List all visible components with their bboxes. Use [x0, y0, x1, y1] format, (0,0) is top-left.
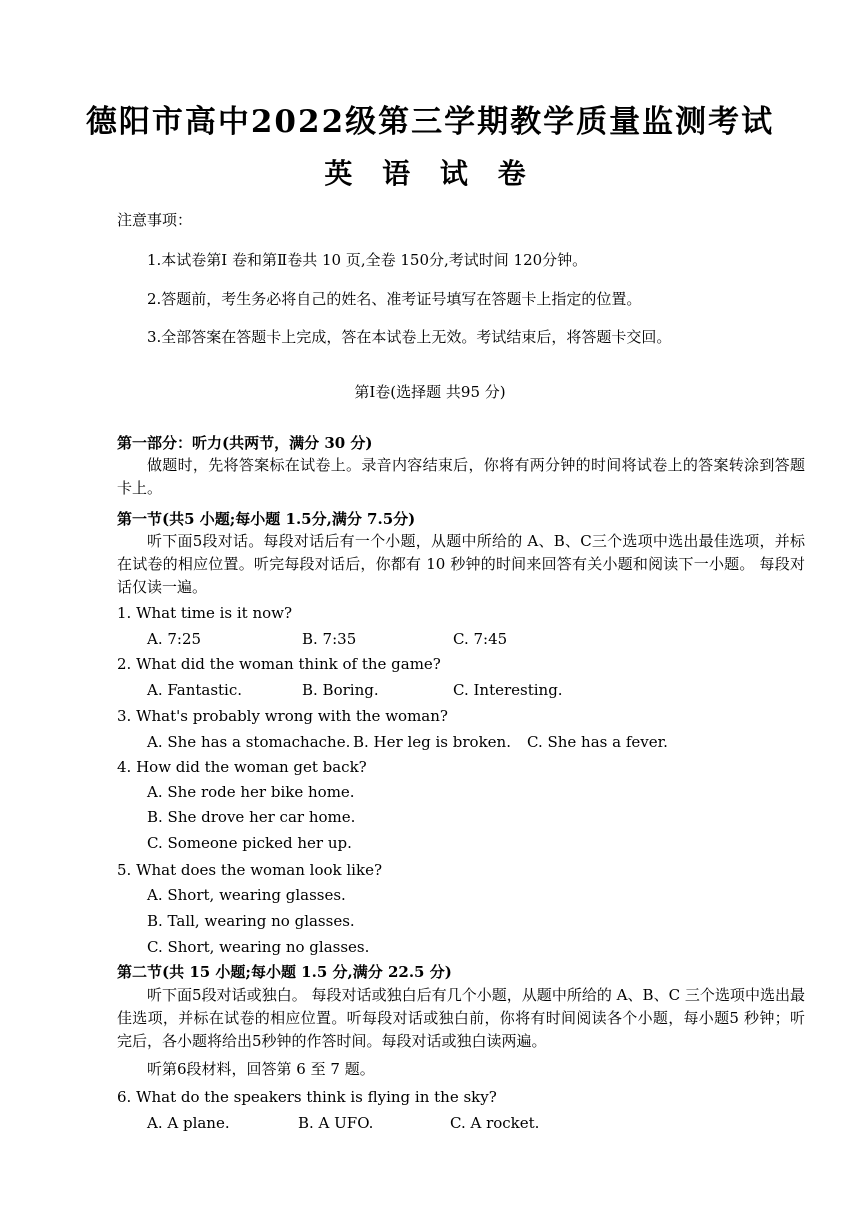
option-b: B. Her leg is broken. — [353, 733, 511, 751]
option-c: C. Short, wearing no glasses. — [147, 938, 370, 956]
option-a: A. 7:25 — [147, 630, 202, 648]
option-a: A. Short, wearing glasses. — [147, 886, 346, 904]
question: 4. How did the woman get back? — [117, 758, 367, 776]
option-b: B. 7:35 — [302, 630, 357, 648]
option-a: A. A plane. — [147, 1114, 230, 1132]
note-item: 2.答题前，考生务必将自己的姓名、准考证号填写在答题卡上指定的位置。 — [147, 290, 642, 308]
option-c: C. Someone picked her up. — [147, 834, 352, 852]
option-a: A. Fantastic. — [147, 681, 243, 699]
question: 2. What did the woman think of the game? — [117, 655, 441, 673]
material-note: 听第6段材料，回答第 6 至 7 题。 — [147, 1060, 375, 1078]
section1-intro: 听下面5段对话。每段对话后有一个小题，从题中所给的 A、B、C三个选项中选出最佳选项，并标在试卷的相应位置。听完每段对话后，你都有 10 秒钟的时间来回答有关小题和阅读下一小题。 每段对话仅读一遍。 — [117, 532, 805, 596]
option-b: B. A UFO. — [298, 1114, 374, 1132]
exam-title: 德阳市高中2022级第三学期教学质量监测考试 — [85, 104, 775, 140]
note-item: 3.全部答案在答题卡上完成，答在本试卷上无效。考试结束后，将答题卡交回。 — [147, 328, 672, 346]
notes-heading: 注意事项： — [117, 211, 193, 229]
question: 3. What's probably wrong with the woman? — [117, 707, 448, 725]
note-item: 1.本试卷第Ⅰ 卷和第Ⅱ卷共 10 页,全卷 150分,考试时间 120分钟。 — [147, 251, 588, 269]
option-a: A. She rode her bike home. — [147, 783, 355, 801]
option-a: A. She has a stomachache. — [147, 733, 351, 751]
option-c: C. A rocket. — [450, 1114, 540, 1132]
exam-subtitle: 英 语 试 卷 — [324, 157, 536, 190]
question: 6. What do the speakers think is flying in the sky? — [117, 1088, 497, 1106]
part1-intro: 做题时，先将答案标在试卷上。录音内容结束后，你将有两分钟的时间将试卷上的答案转涂到答题卡上。 — [117, 456, 805, 497]
option-b: B. She drove her car home. — [147, 808, 356, 826]
option-c: C. She has a fever. — [527, 733, 668, 751]
section2-heading: 第二节(共 15 小题;每小题 1.5 分,满分 22.5 分) — [117, 963, 452, 981]
option-c: C. Interesting. — [453, 681, 563, 699]
option-b: B. Tall, wearing no glasses. — [147, 912, 355, 930]
option-c: C. 7:45 — [453, 630, 508, 648]
question: 1. What time is it now? — [117, 604, 293, 622]
section1-heading: 第一节(共5 小题;每小题 1.5分,满分 7.5分) — [117, 510, 416, 528]
volume-heading: 第Ⅰ卷(选择题 共95 分) — [354, 383, 506, 401]
section2-intro: 听下面5段对话或独白。 每段对话或独白后有几个小题，从题中所给的 A、B、C 三个选项中选出最佳选项，并标在试卷的相应位置。听每段对话或独白前，你将有时间阅读各个小题，每小题5 秒钟；听完后，各小题将给出5秒钟的作答时间。每段对话或独白读两遍。 — [117, 986, 805, 1050]
part1-heading: 第一部分：听力(共两节，满分 30 分) — [117, 434, 373, 452]
question: 5. What does the woman look like? — [117, 861, 382, 879]
option-b: B. Boring. — [302, 681, 379, 699]
